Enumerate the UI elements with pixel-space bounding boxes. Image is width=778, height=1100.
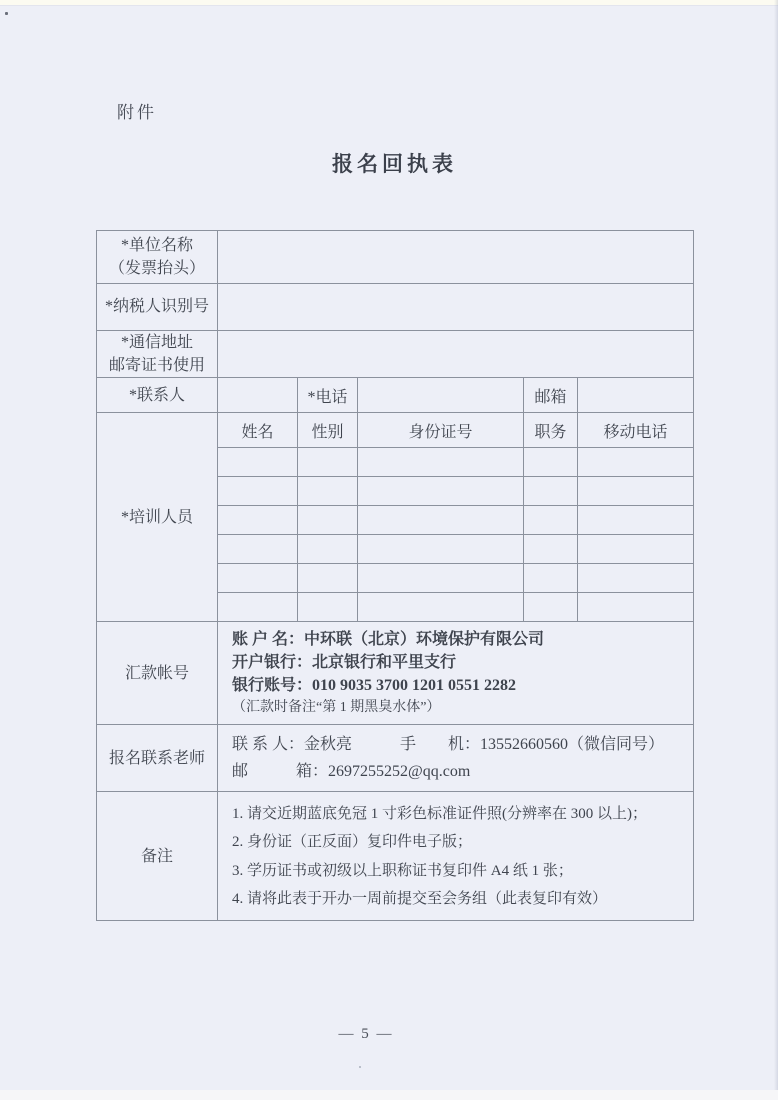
- trainee-empty-cell: [358, 535, 524, 564]
- remark-item-4: 4. 请将此表于开办一周前提交至会务组（此表复印有效）: [232, 890, 608, 907]
- remittance-row: [97, 622, 694, 725]
- trainee-empty-cell: [578, 448, 694, 477]
- phone-label: *电话: [298, 378, 358, 413]
- trainee-empty-cell: [524, 535, 578, 564]
- trainee-empty-cell: [358, 564, 524, 593]
- remittance-account-name: 账 户 名：中环联（北京）环境保护有限公司: [232, 630, 545, 648]
- trainee-header-row: [97, 413, 694, 448]
- email-value-cell: [578, 378, 694, 413]
- email-label: 邮箱: [524, 378, 578, 413]
- taxpayer-id-label: *纳税人识别号: [97, 284, 218, 331]
- page-title: 报名回执表: [332, 152, 457, 176]
- trainee-empty-cell: [524, 593, 578, 622]
- trainee-col-mobile: 移动电话: [578, 413, 694, 448]
- trainee-empty-cell: [524, 448, 578, 477]
- scan-speck: [359, 1066, 361, 1068]
- registration-contact-cell: [218, 725, 694, 792]
- trainee-empty-cell: [218, 448, 298, 477]
- taxpayer-id-row: [97, 284, 694, 331]
- remarks-content-cell: [218, 792, 694, 921]
- remittance-account-number: 银行账号：010 9035 3700 1201 0551 2282: [232, 676, 517, 694]
- registration-contact-row: [97, 725, 694, 792]
- remarks-label: 备注: [97, 792, 218, 921]
- remark-item-3: 3. 学历证书或初级以上职称证书复印件 A4 纸 1 张；: [232, 862, 573, 879]
- scan-bottom-edge: [0, 1090, 778, 1100]
- contact-row: [97, 378, 694, 413]
- address-label: [97, 331, 218, 378]
- trainee-empty-cell: [298, 448, 358, 477]
- trainee-col-name: 姓名: [218, 413, 298, 448]
- trainee-empty-cell: [358, 448, 524, 477]
- remittance-label: 汇款帐号: [97, 622, 218, 725]
- contact-value-cell: [218, 378, 298, 413]
- registration-contact-label: 报名联系老师: [97, 725, 218, 792]
- unit-name-value-cell: [218, 231, 694, 284]
- registration-form-table: [96, 230, 694, 921]
- remarks-row: [97, 792, 694, 921]
- trainee-empty-cell: [578, 535, 694, 564]
- registration-form: [96, 230, 694, 921]
- trainee-col-id-number: 身份证号: [358, 413, 524, 448]
- trainee-empty-cell: [524, 506, 578, 535]
- unit-name-label-line1: *单位名称: [120, 236, 193, 254]
- trainee-empty-cell: [298, 593, 358, 622]
- phone-value-cell: [358, 378, 524, 413]
- attachment-label: 附件: [117, 103, 157, 122]
- remittance-content-cell: [218, 622, 694, 725]
- trainee-col-gender: 性别: [298, 413, 358, 448]
- trainee-empty-cell: [218, 506, 298, 535]
- trainee-empty-cell: [218, 593, 298, 622]
- trainee-empty-cell: [298, 564, 358, 593]
- trainee-empty-cell: [578, 477, 694, 506]
- trainee-empty-cell: [218, 535, 298, 564]
- trainees-label: *培训人员: [97, 413, 218, 622]
- trainee-empty-cell: [524, 564, 578, 593]
- unit-name-row: [97, 231, 694, 284]
- scan-right-edge: [774, 0, 778, 1100]
- registration-contact-email: 邮 箱：2697255252@qq.com: [232, 763, 471, 781]
- trainee-col-position: 职务: [524, 413, 578, 448]
- page-number: — 5 —: [338, 1026, 394, 1042]
- trainee-empty-cell: [358, 593, 524, 622]
- trainee-empty-cell: [358, 477, 524, 506]
- trainee-empty-cell: [218, 477, 298, 506]
- address-row: [97, 331, 694, 378]
- scan-speck: [5, 12, 8, 15]
- trainee-empty-cell: [524, 477, 578, 506]
- registration-contact-person: 联 系 人：金秋亮 手 机：13552660560（微信同号）: [232, 735, 665, 753]
- trainee-empty-cell: [218, 564, 298, 593]
- address-value-cell: [218, 331, 694, 378]
- scan-top-edge: [0, 0, 778, 6]
- taxpayer-id-value-cell: [218, 284, 694, 331]
- address-label-line1: *通信地址: [120, 334, 193, 351]
- remittance-note: （汇款时备注“第 1 期黑臭水体”）: [232, 700, 441, 716]
- trainee-empty-cell: [298, 535, 358, 564]
- address-label-line2: 邮寄证书使用: [108, 357, 205, 375]
- trainee-empty-cell: [358, 506, 524, 535]
- trainee-empty-cell: [578, 593, 694, 622]
- trainee-empty-cell: [298, 506, 358, 535]
- remark-item-2: 2. 身份证（正反面）复印件电子版；: [232, 834, 473, 851]
- remittance-bank: 开户银行：北京银行和平里支行: [232, 653, 457, 671]
- contact-label: *联系人: [97, 378, 218, 413]
- trainee-empty-cell: [578, 506, 694, 535]
- trainee-empty-cell: [298, 477, 358, 506]
- trainee-empty-cell: [578, 564, 694, 593]
- unit-name-label-line2: （发票抬头）: [108, 260, 205, 277]
- remark-item-1: 1. 请交近期蓝底免冠 1 寸彩色标准证件照(分辨率在 300 以上)；: [232, 805, 647, 822]
- unit-name-label: [97, 231, 218, 284]
